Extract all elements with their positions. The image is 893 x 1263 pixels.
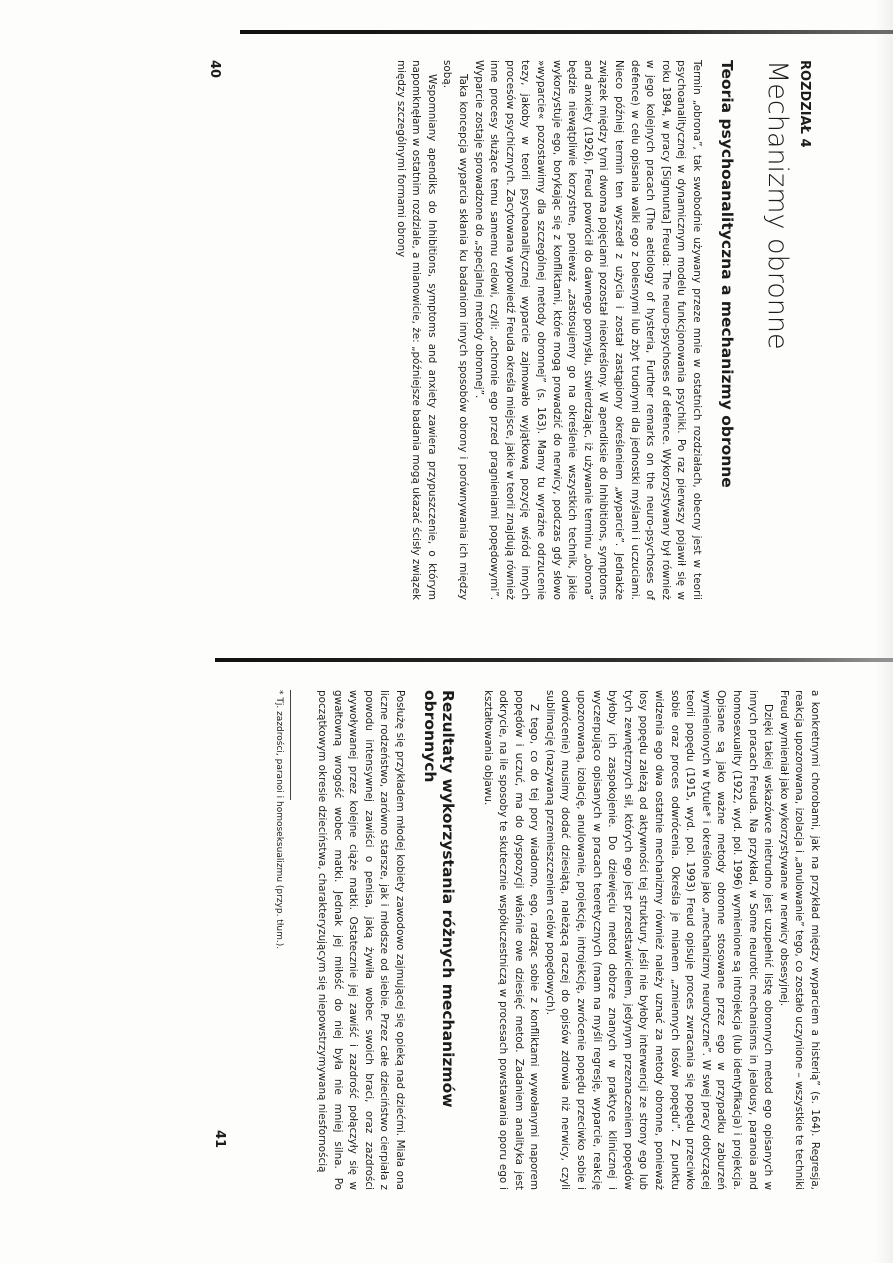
paragraph: Wspomniany apendiks do Inhibitions, symptoms and anxiety zawiera przypuszczenie, o którym napomknęłam w ostatnim rozdziale, a mianowicie, że: „późniejsze badania mogą ukazać ścisły związek między szczególnymi formami obrony — [394, 60, 438, 600]
footnote: * Tj. zazdrości, paranoi i homoseksualizmu (przyp. tłum.). — [274, 690, 285, 950]
footnote-divider — [290, 690, 291, 800]
paragraph: a konkretnymi chorobami, jak na przykład między wyparciem a histerią” (s. 164). Regresja, reakcja upozorowana, izolacja i „anulowanie” tego, co zostało uczynione – wszystkie te techniki Freud wymieniał jako wykorzystywane w nerwicy obsesyjnej. — [777, 690, 821, 1190]
page-number: 40 — [207, 60, 222, 79]
paragraph: Taka koncepcja wyparcia skłania ku badaniom innych sposobów obrony i porównywania ich między sobą. — [441, 60, 470, 600]
paragraph: Posłużę się przykładem młodej kobiety zawodowo zajmującej się opieką nad dziećmi. Miała ona liczne rodzeństwo, zarówno starsze, jak i młodsze od siebie. Przez całe dzieciństwo cierpiała z powodu intensywnej zawiści o penisa, jaką żywiła wobec swoich braci, oraz zazdrości wywoływanej przez kolejne ciąże matki. Ostatecznie jej zawiść i zazdrość połączyły się w gwałtowną wrogość wobec matki. Jednak jej miłość do niej była nie mniej silna. Po początkowym okresie dzieciństwa, charakteryzującym się niepowstrzymywaną niesfornością — [315, 690, 406, 1190]
book-page-40 — [152, 60, 812, 600]
paragraph: Termin „obrona”, tak swobodnie używany przeze mnie w ostatnich rozdziałach, obecny jest w teorii psychoanalitycznej w dynamicznym modelu funkcjonowania psychiki. Po raz pierwszy pojawił się w roku 1894, w pracy [Sigmunta] Freuda: The neuro-psychoses of defence. Wykorzystywany był również w jego kolejnych pracach (The aetiology of hysteria, Further remarks on the neuro-psychoses of defence) w celu opisania walki ego z bolesnymi lub zbyt trudnymi dla jednostki myślami i uczuciami. Nieco później termin ten wyszedł z użycia i został zastąpiony określeniem „wyparcie”. Jednakże związek między tymi dwoma pojęciami pozostał nieokreślony. W apendiksie do Inhibitions, symptoms and anxiety (1926), Freud powrócił do dawnego pomysłu, stwierdzając, iż używanie terminu „obrona” będzie niewątpliwie korzystne, ponieważ „zastosujemy go na określenie wszystkich technik, jakie wykorzystuje ego, borykając się z konfliktami, które mogą prowadzić do nerwicy, podczas gdy słowo »wyparcie« pozostawimy dla szczególnej metody obronnej” (s. 163). Mamy tu wyraźne odrzucenie tezy, jakoby w teorii psychoanalitycznej wyparcie zajmowało wyjątkową pozycję wśród innych procesów psychicznych. Zacytowana wypowiedź Freuda określa miejsce, jakie w teorii znajdują również inne procesy służące temu samemu celowi, czyli: „ochronie ego przed pragnieniami popędowymi”. Wyparcie zostaje sprowadzone do „specjalnej metody obronnej”. — [472, 60, 703, 600]
page-number: 41 — [212, 1130, 227, 1149]
paragraph: Z tego, co do tej pory wiadomo, ego, radząc sobie z konfliktami wywołanymi naporem popędów i uczuć, ma do dyspozycji właśnie owe dziesięć metod. Zadaniem analityka jest odkrycie, na ile sposoby te skutecznie współuczestniczą w procesach powstawania oporu ego i kształtowania objawu. — [481, 690, 541, 1190]
chapter-label: ROZDZIAŁ 4 — [797, 60, 812, 148]
scan-edge-shadow-right — [875, 0, 893, 1263]
chapter-title: Mechanizmy obronne — [762, 60, 793, 350]
section-heading-theory: Teoria psychoanalityczna a mechanizmy obronne — [718, 60, 736, 488]
scan-gutter-shadow — [215, 658, 893, 662]
paragraph: Dzięki takiej wskazówce nietrudno jest uzupełnić listę obronnych metod ego opisanych w innych pracach Freuda. Na przykład, w Some neurotic mechanisms in jealousy, paranoia and homosexuality (1922, wyd. pol. 1996) wymienione są introjekcja (lub identyfikacja) i projekcja. Opisane są jako ważne metody obronne stosowane przez ego w przypadku zaburzeń wymienionych w tytule* i określone jako „mechanizmy neurotyczne”. W swej pracy dotyczącej teorii popędu (1915, wyd. pol. 1993) Freud opisuje proces zwracania się popędu przeciwko sobie oraz proces odwrócenia. Określa je mianem „zmiennych losów popędu”. Z punktu widzenia ego dwa ostatnie mechanizmy również należy uznać za metody obronne, ponieważ losy popędu zależą od aktywności tej struktury. Jeśli nie byłoby interwencji ze strony ego lub tych zewnętrznych sił, których ego jest przedstawicielem, jedynym przeznaczeniem popędów byłoby ich zaspokojenie. Do dziewięciu metod dobrze znanych w praktyce klinicznej i wyczerpująco opisanych w pracach teoretycznych (mam na myśli regresję, wyparcie, reakcję upozorowaną, izolację, anulowanie, projekcję, introjekcję, zwrócenie popędu przeciwko sobie i odwrócenie) musimy dodać dziesiątą, należącą raczej do opisów zdrowia niż nerwicy, czyli sublimację (nazywaną przemieszczeniem celów popędowych). — [543, 690, 775, 1190]
scan-edge-shadow-top — [240, 30, 893, 34]
section-heading-results: Rezultaty wykorzystania różnych mechanizmów obronnych — [420, 690, 457, 1108]
book-page-41 — [182, 690, 822, 1190]
